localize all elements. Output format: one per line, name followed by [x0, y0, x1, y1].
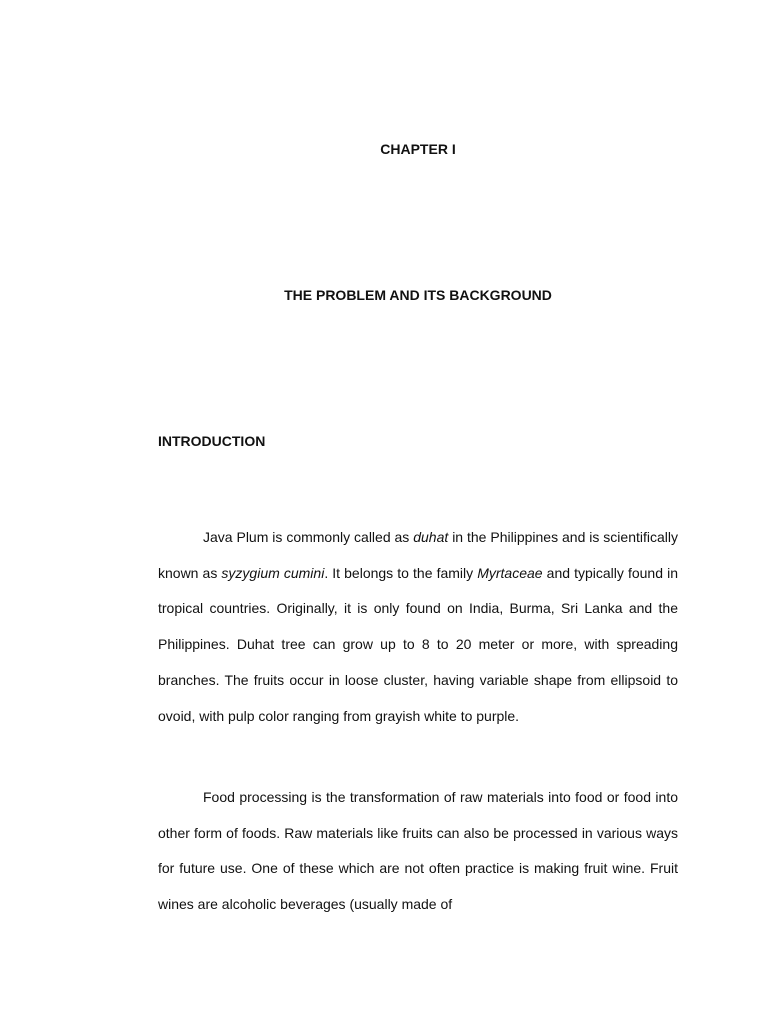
italic-term-family: Myrtaceae [477, 564, 543, 581]
italic-term-scientific-name: syzygium cumini [221, 564, 325, 581]
paragraph-intro [158, 520, 678, 734]
chapter-title: THE PROBLEM AND ITS BACKGROUND [284, 287, 552, 303]
section-heading: INTRODUCTION [158, 433, 266, 449]
italic-term-duhat: duhat [413, 529, 449, 545]
paragraph-text: Java Plum is commonly called as [203, 529, 414, 545]
chapter-heading: CHAPTER I [380, 141, 456, 157]
paragraph-text: in the Philippines and is scientifically known as [158, 529, 678, 581]
paragraph-text: . It belongs to the family [324, 564, 478, 581]
paragraph-food-processing: Food processing is the transformation of raw materials into food or food into other form of foods. Raw materials like fruits can also be processed in various ways for future use. One of these which are not often practice is making fruit wine. Fruit wines are alcoholic beverages (usually made of [158, 789, 678, 913]
paragraph-text: and typically found in tropical countries. Originally, it is only found on India, Burma, Sri Lanka and the Philippines. Duhat tree can grow up to 8 to 20 meter or more, with spreading branches. The fruits occur in loose cluster, having variable shape from ellipsoid to ovoid, with pulp color ranging from grayish white to purple. [158, 564, 678, 724]
